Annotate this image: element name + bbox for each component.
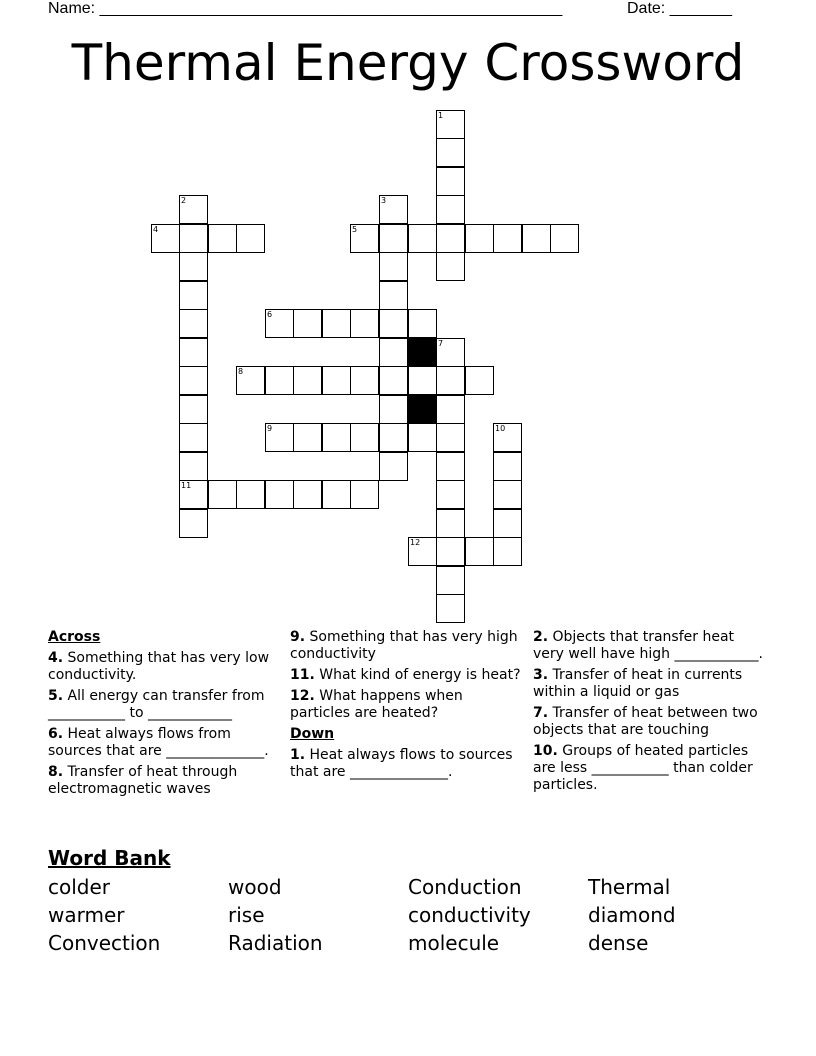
clue-number: 12.	[290, 688, 315, 704]
clue-down-7	[533, 705, 765, 739]
clues-column-3	[533, 629, 765, 798]
clue-across-12	[290, 688, 522, 722]
cell-number: 6	[267, 310, 273, 319]
crossword-cell[interactable]	[436, 509, 465, 538]
crossword-cell[interactable]	[493, 224, 522, 253]
crossword-cell[interactable]	[493, 452, 522, 481]
cell-number: 2	[181, 196, 187, 205]
clue-number: 1.	[290, 747, 306, 763]
crossword-cell[interactable]	[179, 423, 208, 452]
cell-number: 11	[181, 481, 192, 490]
crossword-cell[interactable]	[493, 480, 522, 509]
crossword-cell[interactable]	[436, 594, 465, 623]
crossword-cell[interactable]	[179, 395, 208, 424]
crossword-cell[interactable]	[350, 309, 379, 338]
crossword-cell[interactable]	[208, 480, 237, 509]
clue-number: 11.	[290, 667, 315, 683]
crossword-cell[interactable]	[179, 509, 208, 538]
clue-text: Something that has very high conductivity	[290, 629, 518, 662]
word-bank-word: warmer	[48, 903, 125, 927]
crossword-cell[interactable]	[436, 452, 465, 481]
cell-number: 4	[153, 225, 159, 234]
clue-number: 9.	[290, 629, 306, 645]
word-bank-word: Conduction	[408, 875, 522, 899]
crossword-cell[interactable]	[293, 309, 322, 338]
clue-across-5	[48, 688, 280, 722]
crossword-cell[interactable]	[265, 480, 294, 509]
crossword-cell[interactable]	[179, 309, 208, 338]
clue-number: 7.	[533, 705, 549, 721]
crossword-cell[interactable]	[436, 252, 465, 281]
cell-number: 5	[352, 225, 358, 234]
word-bank-word: dense	[588, 931, 649, 955]
cell-number: 10	[495, 424, 506, 433]
crossword-cell[interactable]	[436, 537, 465, 566]
crossword-cell[interactable]	[379, 423, 408, 452]
clue-across-4	[48, 650, 280, 684]
crossword-cell[interactable]	[379, 224, 408, 253]
crossword-cell[interactable]	[379, 452, 408, 481]
crossword-cell[interactable]	[293, 366, 322, 395]
word-bank-word: rise	[228, 903, 265, 927]
crossword-cell[interactable]	[493, 537, 522, 566]
clue-text: All energy can transfer from ___________ to ____________	[48, 688, 265, 721]
clue-across-8	[48, 764, 280, 798]
crossword-cell[interactable]	[179, 338, 208, 367]
clues-column-2	[290, 629, 522, 785]
crossword-cell[interactable]	[465, 537, 494, 566]
word-bank-word: colder	[48, 875, 111, 899]
crossword-cell[interactable]	[350, 480, 379, 509]
crossword-cell[interactable]	[465, 224, 494, 253]
name-label: Name: ____________________________________________________	[48, 0, 563, 17]
clue-number: 4.	[48, 650, 64, 666]
word-bank-word: wood	[228, 875, 282, 899]
clue-down-1	[290, 747, 522, 781]
crossword-cell[interactable]	[379, 338, 408, 367]
clue-text: Heat always flows from sources that are ______________.	[48, 726, 269, 759]
crossword-cell[interactable]	[179, 224, 208, 253]
crossword-cell[interactable]	[408, 224, 437, 253]
crossword-cell[interactable]	[436, 366, 465, 395]
clue-down-2	[533, 629, 765, 663]
clues-column-1	[48, 629, 280, 802]
crossword-cell[interactable]	[293, 480, 322, 509]
across-heading: Across	[48, 629, 101, 645]
crossword-cell[interactable]	[179, 281, 208, 310]
crossword-cell[interactable]	[236, 224, 265, 253]
word-bank-word: molecule	[408, 931, 500, 955]
date-label: Date: _______	[627, 0, 732, 17]
crossword-cell[interactable]	[379, 309, 408, 338]
crossword-cell[interactable]	[179, 252, 208, 281]
clue-across-11	[290, 667, 522, 684]
cell-number: 1	[438, 111, 444, 120]
crossword-cell[interactable]	[350, 366, 379, 395]
crossword-cell[interactable]	[350, 423, 379, 452]
crossword-cell[interactable]	[293, 423, 322, 452]
crossword-cell[interactable]	[379, 252, 408, 281]
clue-text: What happens when particles are heated?	[290, 688, 463, 721]
crossword-cell[interactable]	[465, 366, 494, 395]
clue-text: Heat always flows to sources that are ______________.	[290, 747, 513, 780]
cell-number: 3	[381, 196, 387, 205]
crossword-cell[interactable]	[322, 366, 351, 395]
crossword-blocked-cell	[408, 338, 437, 367]
crossword-cell[interactable]	[322, 480, 351, 509]
crossword-cell[interactable]	[493, 509, 522, 538]
cell-number: 7	[438, 339, 444, 348]
crossword-cell[interactable]	[379, 281, 408, 310]
word-bank-title: Word Bank	[48, 846, 171, 870]
crossword-cell[interactable]	[208, 224, 237, 253]
crossword-cell[interactable]	[408, 366, 437, 395]
crossword-cell[interactable]	[436, 167, 465, 196]
crossword-cell[interactable]	[436, 138, 465, 167]
word-bank-word: diamond	[588, 903, 676, 927]
clue-number: 3.	[533, 667, 549, 683]
crossword-cell[interactable]	[436, 195, 465, 224]
crossword-cell[interactable]	[436, 480, 465, 509]
crossword-cell[interactable]	[408, 423, 437, 452]
crossword-cell[interactable]	[179, 366, 208, 395]
clue-number: 2.	[533, 629, 549, 645]
clue-text: Objects that transfer heat very well have high ____________.	[533, 629, 763, 662]
clue-number: 6.	[48, 726, 64, 742]
clue-number: 8.	[48, 764, 64, 780]
word-bank-word: Radiation	[228, 931, 323, 955]
clue-text: Transfer of heat in currents within a liquid or gas	[533, 667, 743, 700]
page-title: Thermal Energy Crossword	[71, 34, 745, 92]
crossword-cell[interactable]	[236, 480, 265, 509]
clue-down-3	[533, 667, 765, 701]
clue-across-6	[48, 726, 280, 760]
clue-text: Groups of heated particles are less ___________ than colder particles.	[533, 743, 753, 793]
crossword-cell[interactable]	[522, 224, 551, 253]
down-heading: Down	[290, 726, 335, 742]
clue-text: Transfer of heat through electromagnetic waves	[48, 764, 238, 797]
crossword-cell[interactable]	[179, 452, 208, 481]
clue-text: Transfer of heat between two objects that are touching	[533, 705, 758, 738]
crossword-cell[interactable]	[436, 224, 465, 253]
crossword-cell[interactable]	[408, 309, 437, 338]
crossword-blocked-cell	[408, 395, 437, 424]
crossword-cell[interactable]	[436, 395, 465, 424]
clue-text: Something that has very low conductivity.	[48, 650, 270, 683]
crossword-cell[interactable]	[322, 423, 351, 452]
cell-number: 8	[238, 367, 244, 376]
crossword-cell[interactable]	[265, 366, 294, 395]
word-bank-word: Thermal	[588, 875, 671, 899]
crossword-cell[interactable]	[379, 366, 408, 395]
cell-number: 9	[267, 424, 273, 433]
crossword-cell[interactable]	[436, 423, 465, 452]
cell-number: 12	[410, 538, 421, 547]
clue-number: 10.	[533, 743, 558, 759]
clue-text: What kind of energy is heat?	[314, 667, 521, 683]
crossword-cell[interactable]	[379, 395, 408, 424]
clue-down-10	[533, 743, 765, 794]
word-bank-word: conductivity	[408, 903, 531, 927]
crossword-cell[interactable]	[436, 566, 465, 595]
word-bank-word: Convection	[48, 931, 161, 955]
clue-number: 5.	[48, 688, 64, 704]
crossword-cell[interactable]	[550, 224, 579, 253]
clue-across-9	[290, 629, 522, 663]
crossword-cell[interactable]	[322, 309, 351, 338]
